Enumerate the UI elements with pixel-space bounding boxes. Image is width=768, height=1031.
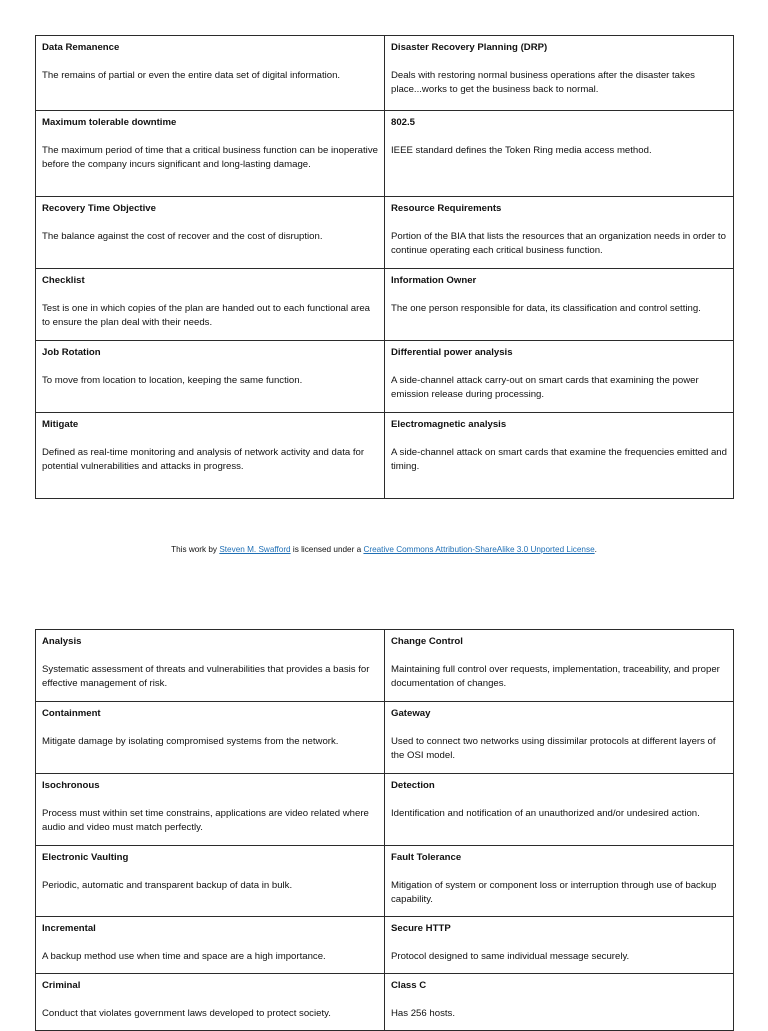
term-cell	[385, 630, 734, 702]
term-title: Class C	[391, 980, 427, 991]
term-cell	[36, 413, 385, 499]
license-notice	[0, 545, 768, 554]
term-title: Gateway	[391, 708, 431, 719]
term-cell	[36, 630, 385, 702]
term-title: Isochronous	[42, 780, 100, 791]
license-suffix: .	[594, 545, 597, 554]
term-cell	[36, 197, 385, 269]
term-title: Checklist	[42, 275, 85, 286]
term-definition: Has 256 hosts.	[391, 1008, 455, 1019]
term-cell	[36, 269, 385, 341]
term-definition: Portion of the BIA that lists the resources that an organization needs in order to continue operating each critical business function.	[391, 231, 726, 256]
term-title: Maximum tolerable downtime	[42, 117, 177, 128]
term-cell	[385, 702, 734, 774]
term-title: Containment	[42, 708, 101, 719]
term-definition: Maintaining full control over requests, implementation, traceability, and proper documentation of changes.	[391, 664, 720, 689]
term-title: Secure HTTP	[391, 923, 451, 934]
table-row	[36, 36, 734, 111]
term-cell	[385, 846, 734, 917]
term-title: 802.5	[391, 117, 416, 128]
term-cell	[385, 36, 734, 111]
table-row	[36, 269, 734, 341]
term-title: Resource Requirements	[391, 203, 502, 214]
term-cell	[385, 111, 734, 197]
term-definition: The one person responsible for data, its classification and control setting.	[391, 303, 701, 314]
table-row	[36, 974, 734, 1031]
table-row	[36, 846, 734, 917]
term-cell	[385, 269, 734, 341]
term-title: Disaster Recovery Planning (DRP)	[391, 42, 548, 53]
term-cell	[36, 341, 385, 413]
term-definition: Periodic, automatic and transparent backup of data in bulk.	[42, 880, 293, 891]
term-title: Recovery Time Objective	[42, 203, 156, 214]
term-cell	[385, 974, 734, 1031]
term-definition: Test is one in which copies of the plan are handed out to each functional area to ensure the plan deal with their needs.	[42, 303, 371, 328]
term-title: Incremental	[42, 923, 96, 934]
term-title: Fault Tolerance	[391, 852, 462, 863]
term-cell	[36, 36, 385, 111]
term-title: Detection	[391, 780, 435, 791]
term-definition: A backup method use when time and space are a high importance.	[42, 951, 326, 962]
term-definition: The remains of partial or even the entire data set of digital information.	[42, 70, 341, 81]
term-definition: Deals with restoring normal business operations after the disaster takes place...works to get the business back to normal.	[391, 70, 695, 95]
term-cell	[385, 774, 734, 846]
term-cell	[36, 774, 385, 846]
table-row	[36, 413, 734, 499]
table-row	[36, 702, 734, 774]
term-title: Electromagnetic analysis	[391, 419, 507, 430]
table-row	[36, 197, 734, 269]
term-title: Mitigate	[42, 419, 79, 430]
table-row	[36, 630, 734, 702]
term-definition: Process must within set time constrains, applications are video related where audio and video must match perfectly.	[42, 808, 369, 833]
term-definition: Mitigation of system or component loss or interruption through use of backup capability.	[391, 880, 717, 905]
term-definition: To move from location to location, keeping the same function.	[42, 375, 303, 386]
table-row	[36, 111, 734, 197]
table-row	[36, 341, 734, 413]
term-definition: The maximum period of time that a critical business function can be inoperative before the company incurs significant and long-lasting damage.	[42, 145, 378, 170]
license-prefix: This work by	[171, 545, 220, 554]
term-cell	[36, 702, 385, 774]
term-definition: Identification and notification of an unauthorized and/or undesired action.	[391, 808, 700, 819]
term-definition: Mitigate damage by isolating compromised systems from the network.	[42, 736, 339, 747]
term-title: Analysis	[42, 636, 82, 647]
term-definition: Defined as real-time monitoring and analysis of network activity and data for potential vulnerabilities and attacks in progress.	[42, 447, 365, 472]
term-definition: Systematic assessment of threats and vulnerabilities that provides a basis for effective management of risk.	[42, 664, 370, 689]
term-cell	[36, 974, 385, 1031]
term-cell	[385, 197, 734, 269]
term-definition: Protocol designed to same individual message securely.	[391, 951, 630, 962]
flashcard-table-2	[35, 629, 734, 1031]
term-title: Job Rotation	[42, 347, 101, 358]
flashcard-table-1	[35, 35, 734, 499]
term-definition: Used to connect two networks using dissimilar protocols at different layers of the OSI model.	[391, 736, 716, 761]
term-definition: IEEE standard defines the Token Ring media access method.	[391, 145, 652, 156]
term-definition: A side-channel attack on smart cards that examine the frequencies emitted and timing.	[391, 447, 727, 472]
term-title: Differential power analysis	[391, 347, 513, 358]
term-title: Criminal	[42, 980, 81, 991]
term-cell	[36, 111, 385, 197]
license-middle: is licensed under a	[290, 545, 364, 554]
term-cell	[385, 917, 734, 974]
term-definition: A side-channel attack carry-out on smart cards that examining the power emission release during processing.	[391, 375, 699, 400]
term-title: Information Owner	[391, 275, 477, 286]
term-cell	[36, 846, 385, 917]
term-title: Electronic Vaulting	[42, 852, 129, 863]
term-definition: Conduct that violates government laws developed to protect society.	[42, 1008, 331, 1019]
author-link[interactable]: Steven M. Swafford	[219, 545, 291, 554]
term-title: Data Remanence	[42, 42, 120, 53]
term-title: Change Control	[391, 636, 463, 647]
term-definition: The balance against the cost of recover and the cost of disruption.	[42, 231, 323, 242]
term-cell	[385, 413, 734, 499]
license-link[interactable]: Creative Commons Attribution-ShareAlike 3.0 Unported License	[363, 545, 595, 554]
term-cell	[385, 341, 734, 413]
table-row	[36, 774, 734, 846]
term-cell	[36, 917, 385, 974]
table-row	[36, 917, 734, 974]
